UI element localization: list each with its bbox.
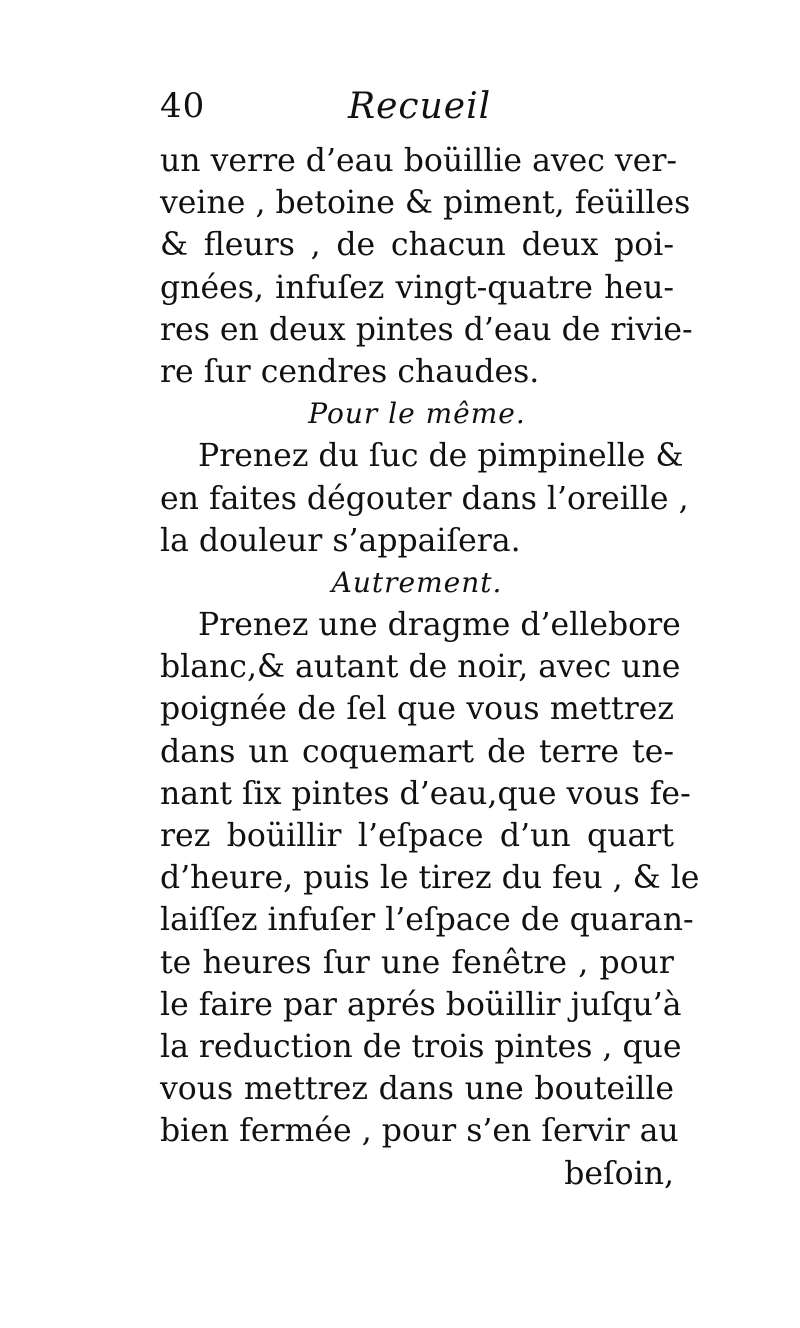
text-line: bien fermée , pour s’en ſervir au xyxy=(160,1113,679,1150)
text-line: & fleurs , de chacun deux poi- xyxy=(160,227,674,264)
text-line: la reduction de trois pintes , que xyxy=(160,1028,682,1065)
section-heading: Autrement. xyxy=(331,565,503,599)
text-line: gnées, infuſez vingt-quatre heu- xyxy=(160,269,674,306)
text-line: nant ſix pintes d’eau,que vous fe- xyxy=(160,775,691,812)
text-line: poignée de ſel que vous mettrez xyxy=(160,691,674,728)
text-line: la douleur s’appaiſera. xyxy=(160,522,521,559)
text-line: vous mettrez dans une bouteille xyxy=(160,1071,674,1108)
text-line: d’heure, puis le tirez du feu , & le xyxy=(160,860,700,897)
text-line: Prenez du ſuc de pimpinelle & xyxy=(198,438,684,475)
text-line: un verre d’eau boüillie avec ver- xyxy=(160,143,678,179)
text-line: veine , betoine & piment, feüilles xyxy=(160,185,691,222)
text-line: res en deux pintes d’eau de rivie- xyxy=(160,311,693,348)
running-title: Recueil xyxy=(348,86,492,127)
text-line: le faire par aprés boüillir juſqu’à xyxy=(160,986,682,1023)
page-header xyxy=(160,86,680,136)
text-line: laiſſez infuſer l’eſpace de quaran- xyxy=(160,902,694,939)
text-line: en faites dégouter dans l’oreille , xyxy=(160,480,689,517)
text-block xyxy=(160,140,700,1195)
page-number: 40 xyxy=(160,86,206,126)
catchword: beſoin, xyxy=(564,1155,674,1192)
text-line: rez boüillir l’eſpace d’un quart xyxy=(160,818,674,854)
text-line: dans un coquemart de terre te- xyxy=(160,733,674,770)
text-line: te heures ſur une fenêtre , pour xyxy=(160,944,674,981)
text-line: blanc,& autant de noir, avec une xyxy=(160,649,681,686)
section-heading: Pour le même. xyxy=(308,397,526,431)
text-line: Prenez une dragme d’ellebore xyxy=(198,607,681,644)
text-line: re ſur cendres chaudes. xyxy=(160,353,540,390)
